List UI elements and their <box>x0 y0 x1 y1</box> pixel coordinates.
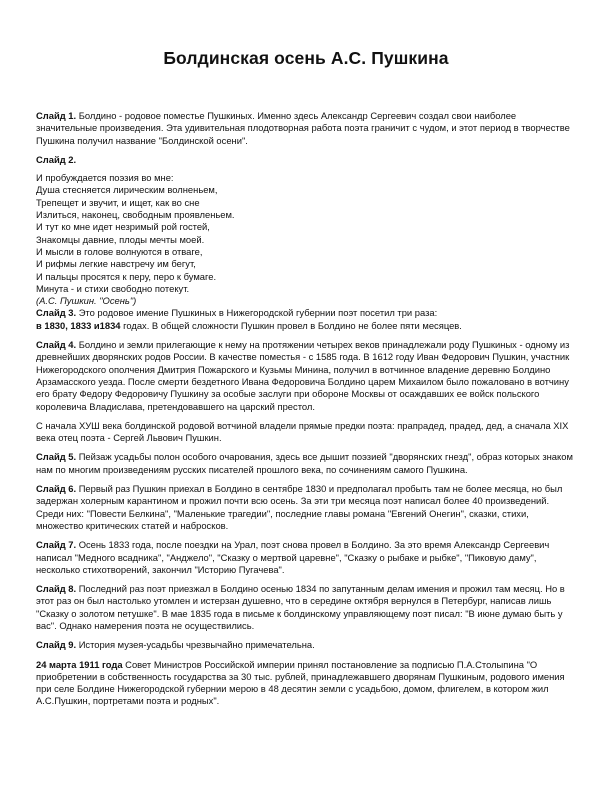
page-title: Болдинская осень А.С. Пушкина <box>163 48 449 68</box>
slide-2-paragraph <box>36 154 576 166</box>
poem-block <box>36 172 576 307</box>
slide-3-years: в 1830, 1833 и1834 <box>36 319 121 331</box>
slide-8-text: Последний раз поэт приезжал в Болдино осенью 1834 по запутанным делам имения и прожил там месяц. Но в этот раз он был настолько утомлен и истерзан душевно, что в середине октября вернулся в Петербург, написав лишь "Сказку о золотом петушке". В мае 1835 года в письме к болдинскому управляющему поэт писал: "В июне думаю быть у вас". Однако намерения поэта не осуществились. <box>36 583 565 631</box>
slide-1-text: Болдино - родовое поместье Пушкиных. Именно здесь Александр Сергеевич создал свои наиболее значительные произведения. Эта удивительная плодотворная работа поэта граничит с чудом, и этот период в творчестве Пушкина получил название "Болдинской осени". <box>36 110 570 146</box>
decree-date: 24 марта 1911 года <box>36 658 123 670</box>
poem-line: Трепещет и звучит, и ищет, как во сне <box>36 196 200 208</box>
slide-4-text: Болдино и земли прилегающие к нему на протяжении четырех веков принадлежали роду Пушкиных - одному из древнейших дворянских родов России. В качестве поместья - с 1585 года. В 1612 году Иван Федорович Пушкин, участник Нижегородского ополчения Дмитрия Пожарского и Кузьмы Минина, получил в вотчинное владение деревню Болдино Арзамасского уезда. После смерти бездетного Ивана Федоровича Болдино царем Михаилом было пожаловано в вотчину его брату Федору Федоровичу Пушкину за особые заслуги при обороне Москвы от осаждавших ее войск польского королевича Владислава, претендовавшего на царский престол. <box>36 339 570 412</box>
decree-text: Совет Министров Российской империи принял постановление за подписью П.А.Столыпина "О приобретении в собственность государства за 30 тыс. рублей, принадлежавшего дворянам Пушкиным, родового имения при селе Болдине Нижегородской губернии мерою в 48 десятин земли с усадьбою, домом, флигелем, в котором жил А.С.Пушкин, портретами поэта и родных". <box>36 658 565 707</box>
slide-3-text-cont: годах. В общей сложности Пушкин провел в Болдино не более пяти месяцев. <box>123 319 462 331</box>
slide-8-paragraph <box>36 583 576 632</box>
slide-3-label: Слайд 3. <box>36 307 77 319</box>
poem-line: И мысли в голове волнуются в отваге, <box>36 245 203 257</box>
slide-7-paragraph <box>36 539 576 576</box>
slide-5-text: Пейзаж усадьбы полон особого очарования, здесь все дышит поэзией "дворянских гнезд", образ которых знаком нам по многим произведениям русских писателей прошлого века, по сочинениям самого Пушкина. <box>36 451 573 475</box>
slide-3-paragraph <box>36 307 576 332</box>
slide-4-paragraph <box>36 339 576 413</box>
slide-1-label: Слайд 1. <box>36 110 77 121</box>
slide-7-label: Слайд 7. <box>36 539 77 551</box>
slide-6-label: Слайд 6. <box>36 483 77 495</box>
slide-5-label: Слайд 5. <box>36 451 77 463</box>
poem-line: И рифмы легкие навстречу им бегут, <box>36 258 196 270</box>
decree-paragraph <box>36 659 576 708</box>
slide-9-paragraph <box>36 639 576 651</box>
slide-1-paragraph <box>36 110 576 147</box>
slide-9-text: История музея-усадьбы чрезвычайно примечательна. <box>78 639 315 651</box>
document-body <box>36 110 576 715</box>
poem-line: И тут ко мне идет незримый рой гостей, <box>36 221 210 233</box>
poem-source: (А.С. Пушкин. "Осень") <box>36 295 137 307</box>
ancestors-paragraph: С начала ХУШ века болдинской родовой вотчиной владели прямые предки поэта: прапрадед, прадед, дед, а сначала XIX века отец поэта - Сергей Львович Пушкин. <box>36 419 569 444</box>
slide-7-text: Осень 1833 года, после поездки на Урал, поэт снова провел в Болдино. За это время Александр Сергеевич написал "Медного всадника", "Анджело", "Сказку о мертвой царевне", "Сказку о рыбаке и рыбке", "Пиковую даму", несколько стихотворений, закончил "Историю Пугачева". <box>36 539 550 575</box>
slide-9-label: Слайд 9. <box>36 639 77 651</box>
poem-line: И пальцы просятся к перу, перо к бумаге. <box>36 270 217 282</box>
slide-8-label: Слайд 8. <box>36 583 77 595</box>
poem-line: Душа стесняется лирическим волненьем, <box>36 184 218 196</box>
slide-5-paragraph <box>36 451 576 476</box>
poem-line: Минута - и стихи свободно потекут. <box>36 282 190 294</box>
slide-6-text: Первый раз Пушкин приехал в Болдино в сентябре 1830 и предполагал пробыть там не более месяца, но был задержан холерным карантином и прожил почти всю осень. За эти три месяца поэт написал более 40 произведений. Среди них: "Повести Белкина", "Маленькие трагедии", последние главы романа "Евгений Онегин", сказки, стихи, множество критических статей и набросков. <box>36 483 563 531</box>
slide-2-label: Слайд 2. <box>36 153 77 165</box>
slide-4-label: Слайд 4. <box>36 339 77 351</box>
poem-line: И пробуждается поэзия во мне: <box>36 172 174 184</box>
poem-line: Излиться, наконец, свободным проявленьем. <box>36 209 235 221</box>
slide-3-text: Это родовое имение Пушкиных в Нижегородской губернии поэт посетил три раза: <box>78 307 438 319</box>
poem-line: Знакомцы давние, плоды мечты моей. <box>36 233 205 245</box>
slide-6-paragraph <box>36 483 576 532</box>
